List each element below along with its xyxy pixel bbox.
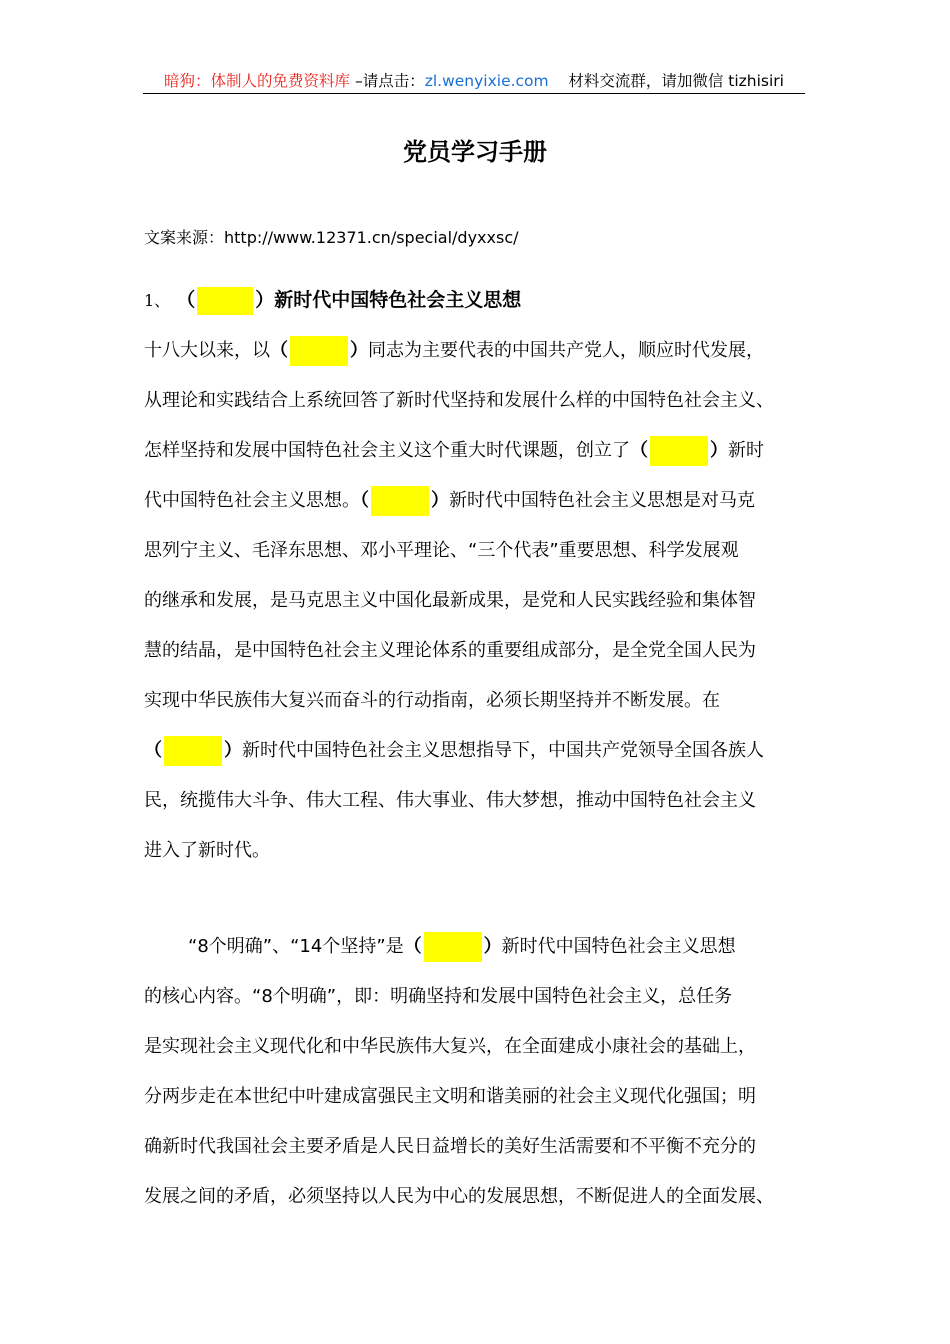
text-line: 分两步走在本世纪中叶建成富强民主文明和谐美丽的社会主义现代化强国；明 — [144, 1086, 756, 1107]
blank-highlight — [424, 932, 482, 962]
close-paren: ） — [710, 440, 728, 461]
close-paren: ） — [431, 490, 449, 511]
page-title: 党员学习手册 — [403, 138, 547, 166]
blank-highlight — [371, 486, 429, 516]
text-line: 从理论和实践结合上系统回答了新时代坚持和发展什么样的中国特色社会主义、 — [144, 390, 774, 411]
blank-highlight — [290, 336, 348, 366]
section-heading-text: 新时代中国特色社会主义思想 — [274, 289, 522, 311]
close-paren: ） — [483, 936, 502, 957]
text-run: 同志为主要代表的中国共产党人，顺应时代发展， — [368, 340, 764, 361]
blank-highlight — [164, 736, 222, 766]
text-line — [144, 726, 824, 776]
blank-highlight — [650, 436, 708, 466]
text-run: 新时代中国特色社会主义思想是对马克 — [449, 490, 755, 511]
text-line: 的核心内容。“8个明确”，即：明确坚持和发展中国特色社会主义，总任务 — [144, 986, 733, 1007]
paragraph-1 — [144, 326, 824, 876]
text-run: 十八大以来，以 — [144, 340, 270, 361]
text-run: “8个明确”、“14个坚持”是 — [188, 936, 404, 957]
text-line: 思列宁主义、毛泽东思想、邓小平理论、“三个代表”重要思想、科学发展观 — [144, 540, 739, 561]
open-paren: （ — [630, 440, 648, 461]
text-line: 进入了新时代。 — [144, 840, 270, 861]
close-paren: ） — [350, 340, 368, 361]
section-number: 1、 — [144, 291, 171, 310]
open-paren: （ — [360, 490, 369, 511]
header-contact-text: 材料交流群，请加微信 tizhisiri — [548, 72, 784, 90]
paragraph-2 — [144, 922, 824, 1222]
text-line: 的继承和发展，是马克思主义中国化最新成果，是党和人民实践经验和集体智 — [144, 590, 756, 611]
close-paren: ） — [255, 289, 275, 311]
text-run: 新时代中国特色社会主义思想指导下，中国共产党领导全国各族人 — [242, 740, 764, 761]
text-run: 新时 — [728, 440, 764, 461]
header-divider — [143, 93, 805, 94]
header-separator: –请点击： — [350, 72, 425, 90]
blank-highlight — [197, 287, 253, 315]
text-line: 民，统揽伟大斗争、伟大工程、伟大事业、伟大梦想，推动中国特色社会主义 — [144, 790, 756, 811]
source-line: 文案来源：http://www.12371.cn/special/dyxxsc/ — [144, 228, 519, 247]
text-line: 确新时代我国社会主要矛盾是人民日益增长的美好生活需要和不平衡不充分的 — [144, 1136, 756, 1157]
text-line: 是实现社会主义现代化和中华民族伟大复兴，在全面建成小康社会的基础上， — [144, 1036, 756, 1057]
text-line — [144, 326, 824, 376]
text-run: 代中国特色社会主义思想。 — [144, 490, 360, 511]
text-line: 发展之间的矛盾，必须坚持以人民为中心的发展思想，不断促进人的全面发展、 — [144, 1186, 774, 1207]
header-banner-text: 暗狗：体制人的免费资料库 — [164, 72, 351, 90]
header-link[interactable]: zl.wenyixie.com — [424, 72, 549, 90]
open-paren: （ — [176, 289, 196, 311]
text-line: 慧的结晶，是中国特色社会主义理论体系的重要组成部分，是全党全国人民为 — [144, 640, 756, 661]
text-line — [144, 476, 824, 526]
text-line — [144, 922, 824, 972]
text-line — [144, 426, 824, 476]
section-heading — [144, 286, 521, 315]
close-paren: ） — [224, 740, 242, 761]
page-header — [143, 70, 805, 92]
text-run: 新时代中国特色社会主义思想 — [501, 936, 736, 957]
text-line: 实现中华民族伟大复兴而奋斗的行动指南，必须长期坚持并不断发展。在 — [144, 690, 720, 711]
text-run: 怎样坚持和发展中国特色社会主义这个重大时代课题，创立了 — [144, 440, 630, 461]
open-paren: （ — [270, 340, 288, 361]
open-paren: （ — [144, 740, 162, 761]
open-paren: （ — [403, 936, 422, 957]
